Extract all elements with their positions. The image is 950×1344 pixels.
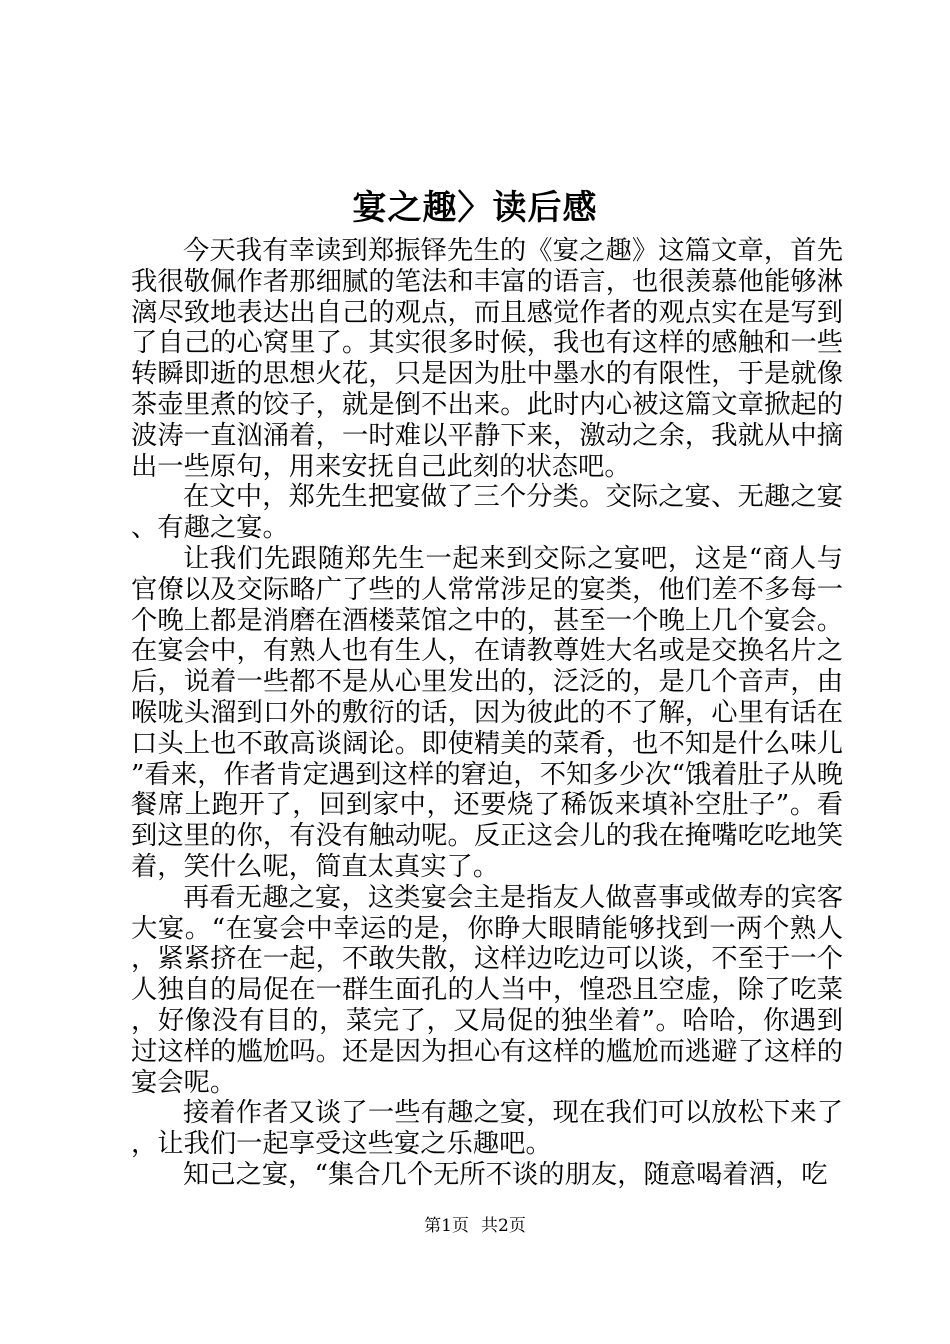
paragraph: 再看无趣之宴，这类宴会主是指友人做喜事或做寿的宾客大宴。“在宴会中幸运的是，你睁大眼睛能够找到一两个熟人，紧紧挤在一起，不敢失散，这样边吃边可以谈，不至于一个人独自的局促在一群生面孔的人当中，惶恐且空虚，除了吃菜，好像没有目的，菜完了，又局促的独坐着”。哈哈，你遇到过这样的尴尬吗。还是因为担心有这样的尴尬而逃避了这样的宴会呢。 — [131, 882, 843, 1098]
document-title: 宴之趣〉读后感 — [352, 188, 598, 228]
paragraph: 接着作者又谈了一些有趣之宴，现在我们可以放松下来了，让我们一起享受这些宴之乐趣吧。 — [131, 1098, 843, 1160]
paragraph: 让我们先跟随郑先生一起来到交际之宴吧，这是“商人与官僚以及交际略广了些的人常常涉足的宴类，他们差不多每一个晚上都是消磨在酒楼菜馆之中的，甚至一个晚上几个宴会。在宴会中，有熟人也有生人，在请教尊姓大名或是交换名片之后，说着一些都不是从心里发出的，泛泛的，是几个音声，由喉咙头溜到口外的敷衍的话，因为彼此的不了解，心里有话在口头上也不敢高谈阔论。即使精美的菜肴，也不知是什么味儿”看来，作者肯定遇到这样的窘迫，不知多少次“饿着肚子从晚餐席上跑开了，回到家中，还要烧了稀饭来填补空肚子”。看到这里的你，有没有触动呢。反正这会儿的我在掩嘴吃吃地笑着，笑什么呢，简直太真实了。 — [131, 543, 843, 882]
paragraph: 在文中，郑先生把宴做了三个分类。交际之宴、无趣之宴、有趣之宴。 — [131, 482, 843, 544]
page-total: 共2页 — [481, 1216, 526, 1236]
document-body — [131, 236, 843, 1191]
page-number: 第1页 — [424, 1216, 469, 1236]
paragraph: 今天我有幸读到郑振铎先生的《宴之趣》这篇文章，首先我很敬佩作者那细腻的笔法和丰富的语言，也很羡慕他能够淋漓尽致地表达出自己的观点，而且感觉作者的观点实在是写到了自己的心窝里了。其实很多时候，我也有这样的感触和一些转瞬即逝的思想火花，只是因为肚中墨水的有限性，于是就像茶壶里煮的饺子，就是倒不出来。此时内心被这篇文章掀起的波涛一直汹涌着，一时难以平静下来，激动之余，我就从中摘出一些原句，用来安抚自己此刻的状态吧。 — [131, 236, 843, 482]
page-footer — [0, 1212, 950, 1240]
paragraph: 知己之宴，“集合几个无所不谈的朋友，随意喝着酒，吃 — [183, 1159, 828, 1190]
